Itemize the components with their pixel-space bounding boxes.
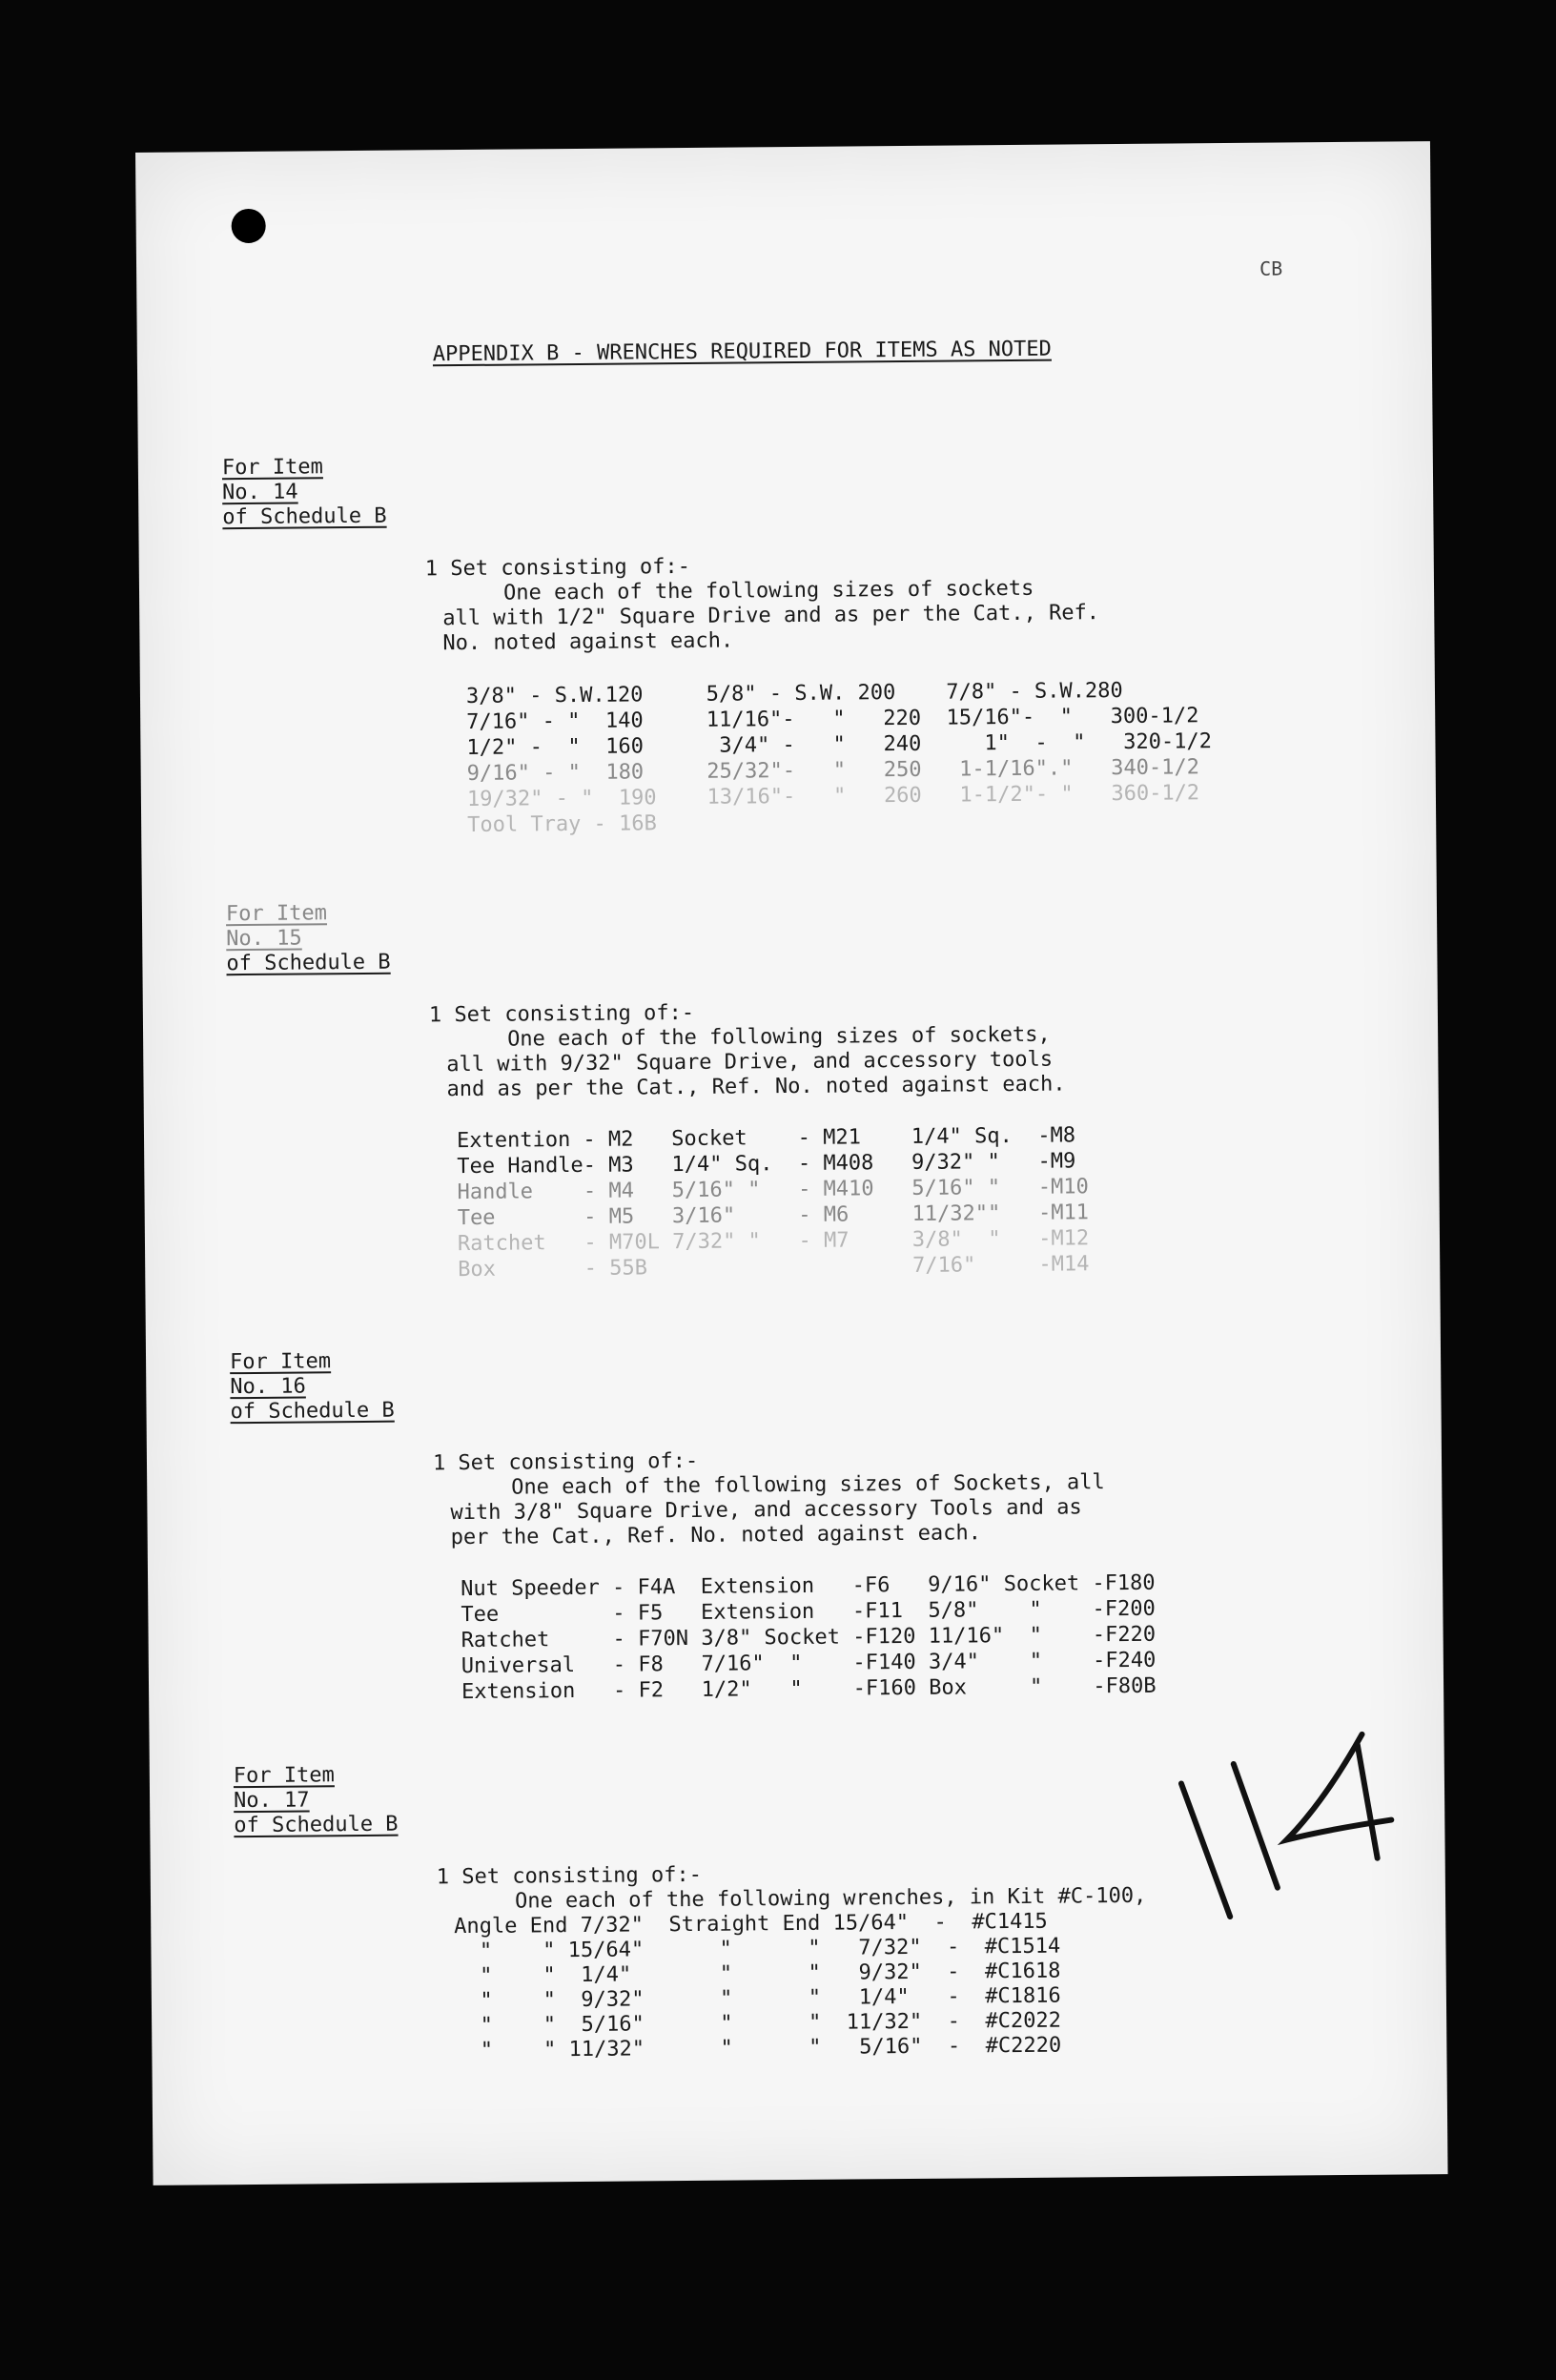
page-title: APPENDIX B - WRENCHES REQUIRED FOR ITEMS AS NOTED [432,337,1052,367]
document-page [135,141,1448,2185]
table-row: " " 15/64" " " 7/32" - #C1514 [454,1934,1061,1964]
item-label-line3: of Schedule B [226,950,391,976]
table-row: Angle End 7/32" Straight End 15/64" - #C1415 [454,1909,1048,1939]
table-row: " " 5/16" " " 11/32" - #C2022 [455,2008,1062,2039]
set-description-line1: One each of the following sizes of sockets [502,576,1034,605]
set-intro: 1 Set consisting of:- [428,1000,695,1028]
item-label-line1: For Item [221,455,323,481]
set-description-line2: with 3/8" Square Drive, and accessory Tools and as [450,1495,1082,1526]
table-row: " " 1/4" " " 9/32" - #C1618 [454,1959,1061,1989]
handwritten-page-number [1161,1724,1411,1945]
item-label-line1: For Item [233,1763,335,1789]
table-row: Ratchet - F70N 3/8" Socket -F120 11/16" " -F220 [461,1622,1157,1653]
item-label-line3: of Schedule B [230,1398,395,1425]
table-row: Handle - M4 5/16" " - M410 5/16" " -M10 [457,1175,1089,1205]
table-row: Nut Speeder - F4A Extension -F6 9/16" Socket -F180 [461,1570,1156,1602]
set-description-line3: No. noted against each. [442,628,734,656]
item-label-line3: of Schedule B [234,1812,399,1838]
set-intro: 1 Set consisting of:- [432,1448,699,1476]
table-row: 7/16" - " 140 11/16"- " 220 15/16"- " 300-1/2 [466,704,1199,734]
set-description-line3: per the Cat., Ref. No. noted against each. [450,1521,982,1550]
table-row: Box - 55B 7/16" -M14 [458,1252,1090,1282]
set-description-line1: One each of the following sizes of sockets, [507,1022,1051,1052]
table-row: Ratchet - M70L 7/32" " - M7 3/8" " -M12 [457,1226,1090,1257]
table-row: " " 11/32" " " 5/16" - #C2220 [455,2033,1062,2063]
table-row: 9/16" - " 180 25/32"- " 250 1-1/16"." 340-1/2 [466,755,1199,786]
table-row: Tee - M5 3/16" - M6 11/32"" -M11 [457,1200,1090,1231]
item-label-line2: No. 16 [230,1374,306,1400]
table-row: Tee Handle- M3 1/4" Sq. - M408 9/32" " -M9 [457,1149,1076,1180]
corner-code: CB [1259,256,1283,280]
table-row: Universal - F8 7/16" " -F140 3/4" " -F240 [461,1648,1157,1679]
set-description-line3: and as per the Cat., Ref. No. noted against each. [446,1072,1066,1102]
set-intro: 1 Set consisting of:- [424,554,691,582]
table-row: 19/32" - " 190 13/16"- " 260 1-1/2"- " 360-1/2 [466,781,1200,811]
table-row: " " 9/32" " " 1/4" - #C1816 [454,1983,1061,2014]
set-intro: 1 Set consisting of:- [436,1862,703,1890]
item-label-line2: No. 14 [222,480,298,505]
set-description-line2: all with 1/2" Square Drive and as per the Cat., Ref. [442,601,1100,631]
table-row: 1/2" - " 160 3/4" - " 240 1" - " 320-1/2 [466,729,1213,760]
punch-hole [232,209,266,243]
set-description-line1: One each of the following sizes of Sockets, all [511,1470,1105,1500]
set-description-line1: One each of the following wrenches, in Kit #C-100, [514,1883,1147,1914]
item-label-line2: No. 17 [233,1788,310,1814]
item-label-line3: of Schedule B [222,503,387,530]
table-row: 3/8" - S.W.120 5/8" - S.W. 200 7/8" - S.W.280 [465,678,1123,708]
table-row: Extension - F2 1/2" " -F160 Box " -F80B [461,1673,1157,1705]
item-label-line2: No. 15 [226,926,302,952]
table-row: Extention - M2 Socket - M21 1/4" Sq. -M8 [456,1123,1076,1154]
table-row: Tee - F5 Extension -F11 5/8" " -F200 [461,1596,1156,1628]
set-description-line2: all with 9/32" Square Drive, and accessory tools [446,1047,1054,1077]
item-label-line1: For Item [225,901,328,927]
table-row: Tool Tray - 16B [467,811,657,837]
item-label-line1: For Item [229,1349,332,1375]
